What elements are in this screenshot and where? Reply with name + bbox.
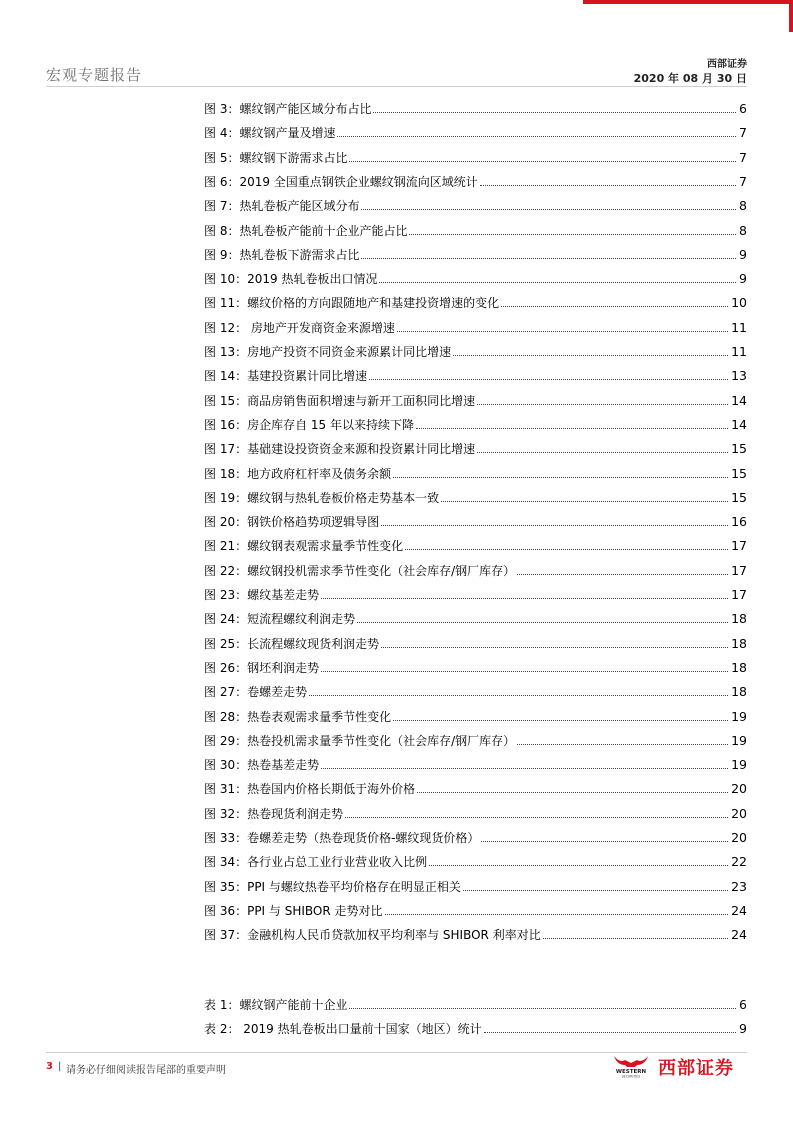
dot-leader: [405, 548, 728, 550]
header-date: 2020 年 08 月 30 日: [633, 72, 747, 85]
entry-label: 图 18：地方政府杠杆率及债务余额: [204, 466, 392, 481]
figure-entry[interactable]: [204, 361, 747, 383]
entry-label: 图 37：金融机构人民币贷款加权平均利率与 SHIBOR 利率对比: [204, 928, 541, 943]
dot-leader: [517, 743, 728, 745]
dot-leader: [453, 354, 728, 356]
entry-label: 图 10：2019 热轧卷板出口情况: [204, 272, 378, 287]
dot-leader: [480, 184, 736, 186]
figure-entry[interactable]: [204, 434, 747, 456]
entry-page-number: 18: [731, 611, 747, 627]
entry-label: 图 23：螺纹基差走势: [204, 588, 320, 602]
dot-leader: [385, 913, 729, 915]
entry-label: 图 11：螺纹价格的方向跟随地产和基建投资增速的变化: [204, 296, 500, 311]
dot-leader: [416, 427, 728, 429]
entry-page-number: 8: [739, 222, 747, 238]
western-securities-logo-icon: [608, 1052, 654, 1078]
entry-label: 表 1：螺纹钢产能前十企业: [204, 998, 348, 1012]
entry-page-number: 7: [739, 149, 747, 165]
figure-entry[interactable]: [204, 726, 747, 748]
figure-entry[interactable]: [204, 702, 747, 724]
page-number: 3: [46, 1061, 53, 1072]
dot-leader: [417, 791, 728, 793]
dot-leader: [484, 1031, 736, 1033]
dot-leader: [393, 719, 728, 721]
entry-label: 图 17：基础建设投资资金来源和投资累计同比增速: [204, 442, 476, 457]
figure-entry[interactable]: [204, 604, 747, 626]
figure-entry[interactable]: [204, 580, 747, 602]
dot-leader: [477, 451, 728, 453]
entry-page-number: 19: [731, 732, 747, 748]
entry-page-number: 24: [731, 902, 747, 918]
entry-page-number: 6: [739, 101, 747, 116]
entry-label: 图 30：热卷基差走势: [204, 758, 320, 773]
dot-leader: [543, 937, 728, 939]
dot-leader: [409, 233, 736, 235]
figure-entry[interactable]: [204, 313, 747, 335]
figure-entry[interactable]: [204, 507, 747, 529]
entry-label: 图 9：热轧卷板下游需求占比: [204, 247, 360, 262]
figure-entry[interactable]: [204, 288, 747, 310]
figure-entry[interactable]: [204, 118, 747, 140]
logo-en-text: WESTERN: [615, 1069, 647, 1075]
entry-label: 图 15：商品房销售面积增速与新开工面积同比增速: [204, 393, 476, 408]
entry-page-number: 14: [731, 392, 747, 408]
figure-entry[interactable]: [204, 410, 747, 432]
figure-entry[interactable]: [204, 896, 747, 918]
entry-label: 图 19：螺纹钢与热轧卷板价格走势基本一致: [204, 490, 440, 505]
entry-label: 图 29：热卷投机需求量季节性变化（社会库存/钢厂库存）: [204, 733, 516, 748]
entry-page-number: 17: [731, 538, 747, 554]
figure-entry[interactable]: [204, 823, 747, 845]
table-entry[interactable]: [204, 1014, 747, 1036]
dot-leader: [463, 889, 728, 891]
dot-leader: [477, 403, 728, 405]
entry-page-number: 22: [731, 854, 747, 870]
dot-leader: [345, 816, 728, 818]
entry-page-number: 18: [731, 659, 747, 675]
dot-leader: [381, 646, 728, 648]
figure-entry[interactable]: [204, 920, 747, 942]
entry-page-number: 14: [731, 416, 747, 432]
dot-leader: [381, 524, 728, 526]
entry-page-number: 7: [739, 125, 747, 141]
entry-label: 图 28：热卷表观需求量季节性变化: [204, 709, 392, 724]
footer-separator: |: [58, 1061, 62, 1072]
figure-entry[interactable]: [204, 386, 747, 408]
entry-page-number: 15: [731, 489, 747, 505]
entry-label: 图 27：卷螺差走势: [204, 685, 308, 700]
entry-label: 表 2： 2019 热轧卷板出口量前十国家（地区）统计: [204, 1022, 482, 1037]
entry-label: 图 7：热轧卷板产能区域分布: [204, 199, 360, 214]
entry-page-number: 15: [731, 465, 747, 481]
dot-leader: [441, 500, 728, 502]
figure-entry[interactable]: [204, 240, 747, 262]
table-entry[interactable]: [204, 990, 747, 1012]
dot-leader: [321, 597, 728, 599]
entry-label: 图 3：螺纹钢产能区域分布占比: [204, 102, 372, 116]
figure-entry[interactable]: [204, 216, 747, 238]
dot-leader: [429, 864, 728, 866]
corner-accent-top: [583, 0, 793, 4]
entry-label: 图 20：钢铁价格趋势项逻辑导图: [204, 515, 380, 530]
figure-entry[interactable]: [204, 531, 747, 553]
logo-en-subtext: SECURITIES: [621, 1074, 641, 1078]
dot-leader: [369, 378, 728, 380]
figure-entry[interactable]: [204, 337, 747, 359]
entry-page-number: 13: [731, 368, 747, 384]
entry-page-number: 9: [739, 271, 747, 287]
figure-entry[interactable]: [204, 264, 747, 286]
figure-entry[interactable]: [204, 847, 747, 869]
entry-label: 图 5：螺纹钢下游需求占比: [204, 150, 348, 165]
report-type-title: 宏观专题报告: [46, 66, 143, 84]
dot-leader: [393, 476, 728, 478]
figure-entry[interactable]: [204, 167, 747, 189]
figure-entry[interactable]: [204, 774, 747, 796]
entry-page-number: 6: [739, 997, 747, 1012]
entry-label: 图 13：房地产投资不同资金来源累计同比增速: [204, 345, 452, 359]
figure-entry[interactable]: [204, 94, 747, 116]
figure-entry[interactable]: [204, 653, 747, 675]
entry-page-number: 18: [731, 635, 747, 651]
dot-leader: [517, 573, 728, 575]
figure-entry[interactable]: [204, 459, 747, 481]
corner-accent-side: [789, 0, 793, 32]
entry-label: 图 16：房企库存自 15 年以来持续下降: [204, 417, 414, 432]
entry-label: 图 14：基建投资累计同比增速: [204, 369, 368, 384]
entry-label: 图 26：钢坯利润走势: [204, 660, 320, 675]
entry-page-number: 8: [739, 198, 747, 214]
dot-leader: [361, 257, 736, 259]
entry-page-number: 7: [739, 173, 747, 189]
entry-label: 图 4：螺纹钢产量及增速: [204, 126, 336, 141]
entry-label: 图 21：螺纹钢表观需求量季节性变化: [204, 539, 404, 554]
figure-entry[interactable]: [204, 483, 747, 505]
figure-entry[interactable]: [204, 677, 747, 699]
entry-label: 图 34：各行业占总工业行业营业收入比例: [204, 855, 428, 870]
entry-page-number: 19: [731, 708, 747, 724]
dot-leader: [337, 135, 736, 137]
figure-entry[interactable]: [204, 629, 747, 651]
dot-leader: [501, 305, 728, 307]
entry-label: 图 31：热卷国内价格长期低于海外价格: [204, 782, 416, 797]
entry-page-number: 10: [731, 295, 747, 311]
entry-label: 图 35：PPI 与螺纹热卷平均价格存在明显正相关: [204, 879, 461, 894]
entry-page-number: 18: [731, 684, 747, 700]
entry-page-number: 16: [731, 514, 747, 530]
dot-leader: [321, 767, 728, 769]
entry-page-number: 20: [731, 830, 747, 845]
figure-entry[interactable]: [204, 872, 747, 894]
entry-page-number: 11: [731, 319, 747, 335]
entry-page-number: 24: [731, 927, 747, 943]
entry-label: 图 32：热卷现货利润走势: [204, 806, 344, 821]
entry-page-number: 17: [731, 587, 747, 602]
dot-leader: [397, 330, 728, 332]
entry-page-number: 9: [739, 1021, 747, 1037]
dot-leader: [481, 840, 728, 842]
entry-page-number: 9: [739, 246, 747, 262]
figure-entry[interactable]: [204, 750, 747, 772]
entry-page-number: 19: [731, 757, 747, 773]
dot-leader: [349, 160, 736, 162]
entry-page-number: 23: [731, 878, 747, 894]
entry-page-number: 20: [731, 781, 747, 797]
entry-page-number: 17: [731, 562, 747, 578]
entry-label: 图 36：PPI 与 SHIBOR 走势对比: [204, 903, 383, 918]
dot-leader: [373, 111, 736, 113]
figure-entry[interactable]: [204, 143, 747, 165]
entry-page-number: 15: [731, 441, 747, 457]
entry-label: 图 6：2019 全国重点钢铁企业螺纹钢流向区域统计: [204, 174, 478, 189]
dot-leader: [357, 621, 728, 623]
header-company: 西部证券: [707, 59, 747, 70]
entry-page-number: 11: [731, 344, 747, 359]
figure-entry[interactable]: [204, 556, 747, 578]
figure-entry[interactable]: [204, 799, 747, 821]
entry-label: 图 8：热轧卷板产能前十企业产能占比: [204, 223, 408, 238]
dot-leader: [361, 208, 736, 210]
entry-label: 图 24：短流程螺纹利润走势: [204, 612, 356, 627]
dot-leader: [321, 670, 728, 672]
entry-page-number: 20: [731, 805, 747, 821]
footer-disclaimer: 请务必仔细阅读报告尾部的重要声明: [66, 1065, 226, 1076]
dot-leader: [379, 281, 736, 283]
dot-leader: [309, 694, 728, 696]
logo-company-name: 西部证券: [658, 1058, 734, 1079]
entry-label: 图 33：卷螺差走势（热卷现货价格-螺纹现货价格）: [204, 831, 480, 845]
figure-entry[interactable]: [204, 191, 747, 213]
entry-label: 图 12： 房地产开发商资金来源增速: [204, 320, 395, 335]
entry-label: 图 25：长流程螺纹现货利润走势: [204, 636, 380, 651]
header-divider: [46, 86, 747, 87]
entry-label: 图 22：螺纹钢投机需求季节性变化（社会库存/钢厂库存）: [204, 563, 516, 578]
dot-leader: [349, 1007, 736, 1009]
